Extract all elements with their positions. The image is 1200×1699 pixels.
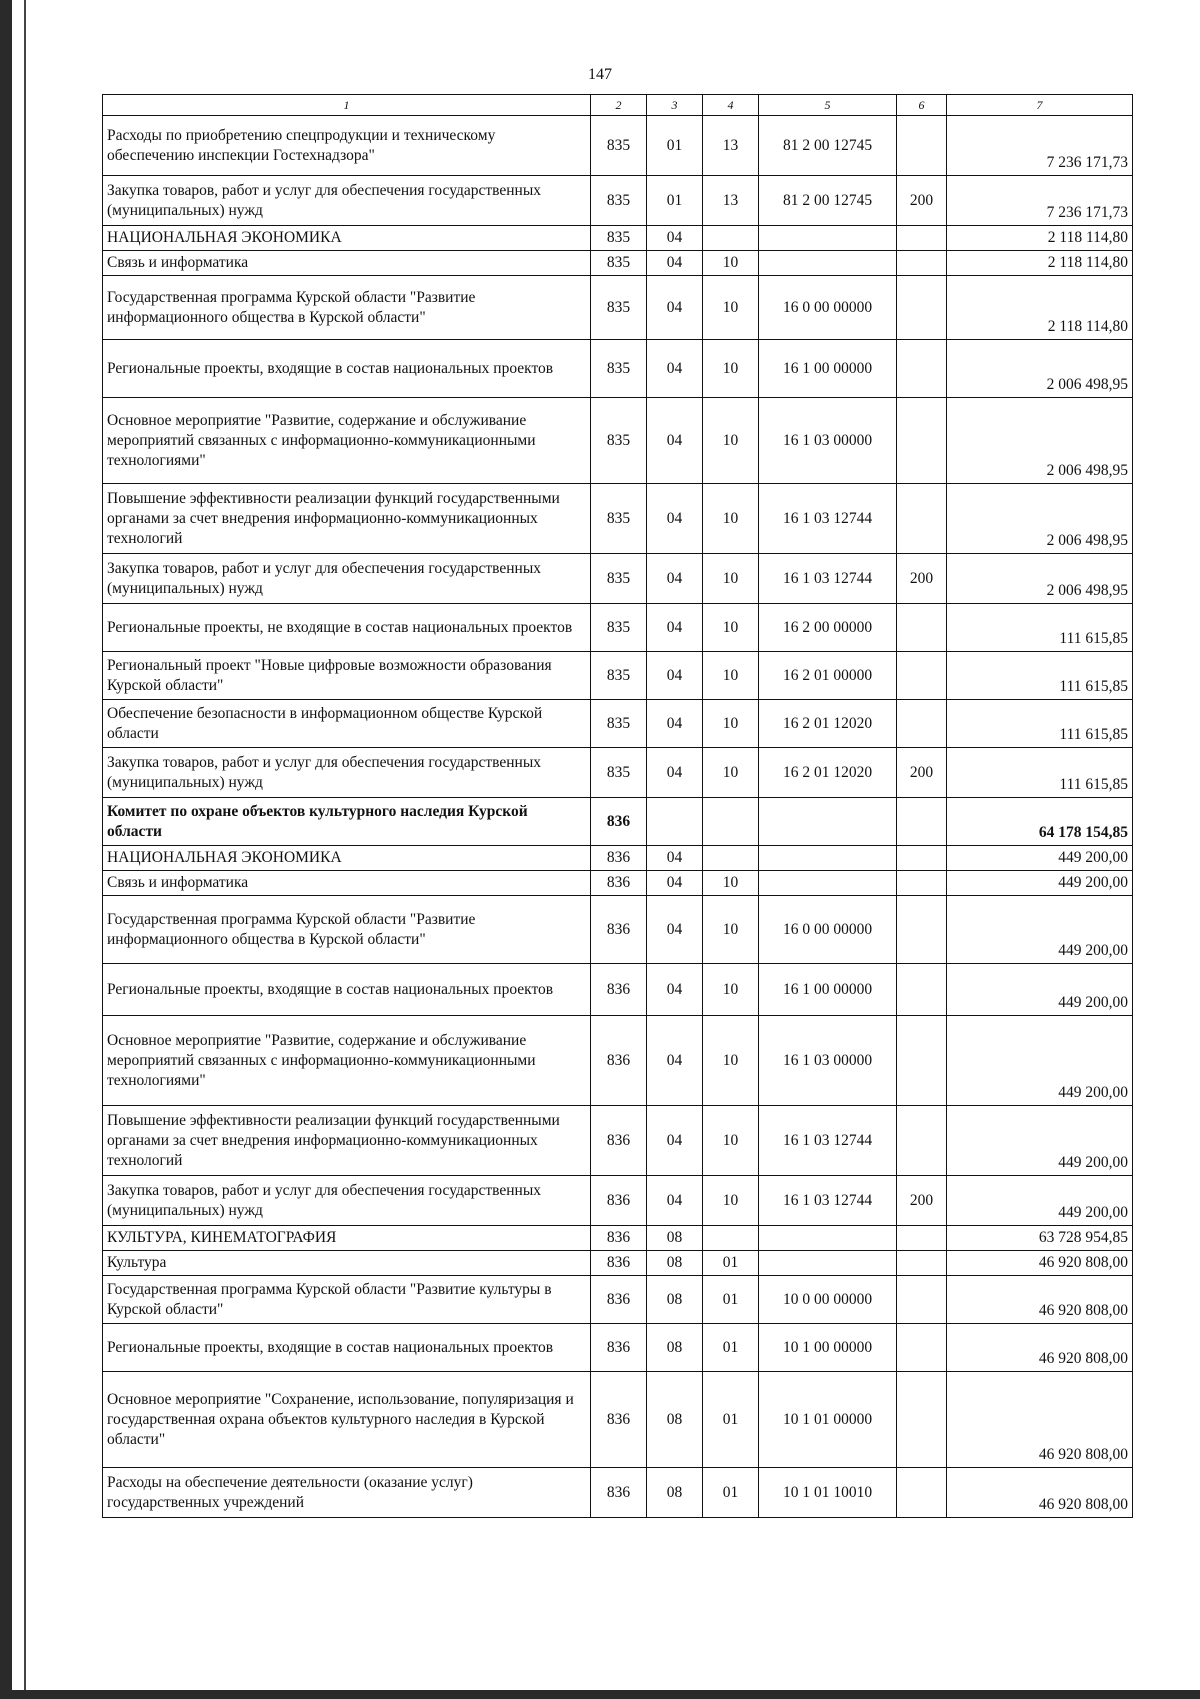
admin-code-cell: 836 [591,1276,647,1324]
row-name-cell: Государственная программа Курской области "Развитие информационного общества в Курской области" [103,276,591,340]
subsection-cell: 10 [703,251,759,276]
row-name-cell: КУЛЬТУРА, КИНЕМАТОГРАФИЯ [103,1226,591,1251]
admin-code-cell: 836 [591,964,647,1016]
page-number: 147 [588,66,612,83]
target-article-cell: 16 1 03 12744 [759,1176,897,1226]
section-cell: 04 [647,700,703,748]
target-article-cell: 16 2 00 00000 [759,604,897,652]
row-name-cell: Закупка товаров, работ и услуг для обеспечения государственных (муниципальных) нужд [103,554,591,604]
amount-cell: 111 615,85 [947,700,1133,748]
row-name-cell: Закупка товаров, работ и услуг для обеспечения государственных (муниципальных) нужд [103,748,591,798]
admin-code-cell: 835 [591,276,647,340]
subsection-cell: 10 [703,1106,759,1176]
scan-edge-bottom [0,1690,1200,1699]
header-cell: 5 [759,95,897,116]
subsection-cell [703,226,759,251]
subsection-cell: 10 [703,604,759,652]
section-cell: 04 [647,1016,703,1106]
table-row [103,964,1133,1016]
admin-code-cell: 835 [591,116,647,176]
admin-code-cell: 836 [591,798,647,846]
amount-cell: 46 920 808,00 [947,1251,1133,1276]
header-cell: 7 [947,95,1133,116]
table-row [103,896,1133,964]
row-name-cell: Закупка товаров, работ и услуг для обеспечения государственных (муниципальных) нужд [103,176,591,226]
amount-cell: 449 200,00 [947,846,1133,871]
expense-type-cell [897,846,947,871]
expense-type-cell [897,1226,947,1251]
scan-edge [0,0,12,1699]
expense-type-cell [897,116,947,176]
subsection-cell [703,798,759,846]
target-article-cell [759,251,897,276]
table-row [103,1372,1133,1468]
section-cell: 08 [647,1226,703,1251]
admin-code-cell: 835 [591,652,647,700]
target-article-cell: 16 0 00 00000 [759,896,897,964]
expense-type-cell: 200 [897,1176,947,1226]
subsection-cell: 13 [703,176,759,226]
section-cell: 04 [647,964,703,1016]
section-cell: 04 [647,1176,703,1226]
section-cell: 04 [647,554,703,604]
section-cell: 04 [647,896,703,964]
table-row [103,276,1133,340]
amount-cell: 449 200,00 [947,1016,1133,1106]
target-article-cell [759,871,897,896]
table-row [103,1468,1133,1518]
subsection-cell: 10 [703,276,759,340]
table-row [103,1106,1133,1176]
admin-code-cell: 836 [591,1176,647,1226]
subsection-cell [703,1226,759,1251]
amount-cell: 64 178 154,85 [947,798,1133,846]
subsection-cell: 10 [703,964,759,1016]
table-row [103,1176,1133,1226]
row-name-cell: Региональные проекты, входящие в состав национальных проектов [103,340,591,398]
target-article-cell: 16 1 03 12744 [759,554,897,604]
row-name-cell: Культура [103,1251,591,1276]
section-cell: 04 [647,846,703,871]
header-cell: 3 [647,95,703,116]
section-cell: 08 [647,1372,703,1468]
expense-type-cell [897,1276,947,1324]
admin-code-cell: 836 [591,1251,647,1276]
row-name-cell: Региональные проекты, не входящие в состав национальных проектов [103,604,591,652]
header-cell: 6 [897,95,947,116]
admin-code-cell: 835 [591,700,647,748]
expense-type-cell [897,398,947,484]
table-row [103,846,1133,871]
admin-code-cell: 835 [591,604,647,652]
row-name-cell: НАЦИОНАЛЬНАЯ ЭКОНОМИКА [103,226,591,251]
section-cell: 04 [647,748,703,798]
row-name-cell: Основное мероприятие "Развитие, содержание и обслуживание мероприятий связанных с информационно-коммуникационными технологиями" [103,398,591,484]
admin-code-cell: 836 [591,871,647,896]
row-name-cell: Закупка товаров, работ и услуг для обеспечения государственных (муниципальных) нужд [103,1176,591,1226]
row-name-cell: Государственная программа Курской области "Развитие информационного общества в Курской области" [103,896,591,964]
subsection-cell: 10 [703,748,759,798]
section-cell: 08 [647,1324,703,1372]
target-article-cell: 16 0 00 00000 [759,276,897,340]
expense-type-cell: 200 [897,748,947,798]
scan-line [24,0,26,1699]
row-name-cell: Расходы на обеспечение деятельности (оказание услуг) государственных учреждений [103,1468,591,1518]
expense-type-cell [897,251,947,276]
row-name-cell: Региональные проекты, входящие в состав национальных проектов [103,964,591,1016]
header-cell: 1 [103,95,591,116]
expense-type-cell: 200 [897,176,947,226]
expense-type-cell: 200 [897,554,947,604]
amount-cell: 449 200,00 [947,896,1133,964]
row-name-cell: Расходы по приобретению спецпродукции и техническому обеспечению инспекции Гостехнадзора" [103,116,591,176]
expense-type-cell [897,798,947,846]
target-article-cell: 10 1 00 00000 [759,1324,897,1372]
subsection-cell: 01 [703,1468,759,1518]
subsection-cell: 10 [703,700,759,748]
section-cell: 08 [647,1251,703,1276]
amount-cell: 449 200,00 [947,1106,1133,1176]
amount-cell: 7 236 171,73 [947,176,1133,226]
amount-cell: 449 200,00 [947,871,1133,896]
amount-cell: 2 006 498,95 [947,340,1133,398]
target-article-cell: 16 2 01 00000 [759,652,897,700]
subsection-cell: 10 [703,652,759,700]
table-row [103,871,1133,896]
row-name-cell: Повышение эффективности реализации функций государственными органами за счет внедрения информационно-коммуникационных технологий [103,484,591,554]
admin-code-cell: 835 [591,554,647,604]
expense-type-cell [897,964,947,1016]
amount-cell: 449 200,00 [947,964,1133,1016]
target-article-cell: 16 1 03 00000 [759,398,897,484]
table-row [103,1226,1133,1251]
amount-cell: 2 006 498,95 [947,398,1133,484]
table-row [103,176,1133,226]
expense-type-cell [897,871,947,896]
header-cell: 2 [591,95,647,116]
target-article-cell: 10 1 01 10010 [759,1468,897,1518]
section-cell: 04 [647,484,703,554]
expense-type-cell [897,1251,947,1276]
row-name-cell: НАЦИОНАЛЬНАЯ ЭКОНОМИКА [103,846,591,871]
amount-cell: 2 118 114,80 [947,276,1133,340]
amount-cell: 46 920 808,00 [947,1372,1133,1468]
subsection-cell: 10 [703,1016,759,1106]
section-cell: 04 [647,276,703,340]
target-article-cell: 16 2 01 12020 [759,700,897,748]
subsection-cell: 13 [703,116,759,176]
row-name-cell: Повышение эффективности реализации функций государственными органами за счет внедрения информационно-коммуникационных технологий [103,1106,591,1176]
target-article-cell [759,798,897,846]
expense-type-cell [897,896,947,964]
table-row [103,1324,1133,1372]
amount-cell: 111 615,85 [947,652,1133,700]
table-row [103,798,1133,846]
admin-code-cell: 835 [591,251,647,276]
target-article-cell [759,846,897,871]
subsection-cell: 10 [703,1176,759,1226]
row-name-cell: Обеспечение безопасности в информационном обществе Курской области [103,700,591,748]
admin-code-cell: 836 [591,1106,647,1176]
table-row [103,748,1133,798]
subsection-cell: 10 [703,484,759,554]
admin-code-cell: 835 [591,748,647,798]
expense-type-cell [897,604,947,652]
budget-table [102,94,1133,1518]
row-name-cell: Комитет по охране объектов культурного наследия Курской области [103,798,591,846]
section-cell: 04 [647,398,703,484]
section-cell: 04 [647,340,703,398]
target-article-cell: 10 1 01 00000 [759,1372,897,1468]
admin-code-cell: 836 [591,896,647,964]
target-article-cell: 16 1 03 12744 [759,484,897,554]
subsection-cell: 10 [703,554,759,604]
expense-type-cell [897,226,947,251]
target-article-cell: 81 2 00 12745 [759,176,897,226]
target-article-cell: 16 1 03 00000 [759,1016,897,1106]
admin-code-cell: 836 [591,1324,647,1372]
subsection-cell: 10 [703,896,759,964]
admin-code-cell: 835 [591,176,647,226]
table-row [103,554,1133,604]
table-row [103,1276,1133,1324]
subsection-cell: 01 [703,1372,759,1468]
subsection-cell: 01 [703,1324,759,1372]
admin-code-cell: 835 [591,484,647,554]
expense-type-cell [897,1016,947,1106]
expense-type-cell [897,340,947,398]
amount-cell: 63 728 954,85 [947,1226,1133,1251]
target-article-cell [759,226,897,251]
section-cell: 01 [647,116,703,176]
target-article-cell: 10 0 00 00000 [759,1276,897,1324]
amount-cell: 7 236 171,73 [947,116,1133,176]
subsection-cell: 10 [703,398,759,484]
amount-cell: 111 615,85 [947,604,1133,652]
table-row [103,1251,1133,1276]
target-article-cell [759,1226,897,1251]
expense-type-cell [897,1468,947,1518]
target-article-cell: 16 1 00 00000 [759,964,897,1016]
amount-cell: 111 615,85 [947,748,1133,798]
expense-type-cell [897,276,947,340]
table-row [103,700,1133,748]
subsection-cell [703,846,759,871]
expense-type-cell [897,652,947,700]
row-name-cell: Связь и информатика [103,871,591,896]
admin-code-cell: 835 [591,226,647,251]
target-article-cell: 81 2 00 12745 [759,116,897,176]
row-name-cell: Региональный проект "Новые цифровые возможности образования Курской области" [103,652,591,700]
table-row [103,484,1133,554]
table-row [103,398,1133,484]
row-name-cell: Связь и информатика [103,251,591,276]
admin-code-cell: 836 [591,1016,647,1106]
admin-code-cell: 836 [591,1226,647,1251]
section-cell: 04 [647,652,703,700]
amount-cell: 2 118 114,80 [947,226,1133,251]
subsection-cell: 01 [703,1276,759,1324]
expense-type-cell [897,1106,947,1176]
amount-cell: 46 920 808,00 [947,1276,1133,1324]
section-cell: 01 [647,176,703,226]
expense-type-cell [897,1372,947,1468]
admin-code-cell: 836 [591,846,647,871]
target-article-cell: 16 1 03 12744 [759,1106,897,1176]
section-cell: 04 [647,871,703,896]
section-cell: 04 [647,251,703,276]
section-cell: 04 [647,1106,703,1176]
header-cell: 4 [703,95,759,116]
target-article-cell [759,1251,897,1276]
header-row [103,95,1133,116]
subsection-cell: 01 [703,1251,759,1276]
section-cell [647,798,703,846]
admin-code-cell: 836 [591,1372,647,1468]
admin-code-cell: 835 [591,398,647,484]
target-article-cell: 16 2 01 12020 [759,748,897,798]
amount-cell: 2 118 114,80 [947,251,1133,276]
expense-type-cell [897,700,947,748]
target-article-cell: 16 1 00 00000 [759,340,897,398]
expense-type-cell [897,484,947,554]
amount-cell: 449 200,00 [947,1176,1133,1226]
subsection-cell: 10 [703,340,759,398]
amount-cell: 46 920 808,00 [947,1468,1133,1518]
amount-cell: 46 920 808,00 [947,1324,1133,1372]
row-name-cell: Региональные проекты, входящие в состав национальных проектов [103,1324,591,1372]
section-cell: 04 [647,226,703,251]
table-row [103,652,1133,700]
table-row [103,340,1133,398]
amount-cell: 2 006 498,95 [947,554,1133,604]
table-row [103,226,1133,251]
admin-code-cell: 836 [591,1468,647,1518]
table-row [103,116,1133,176]
amount-cell: 2 006 498,95 [947,484,1133,554]
expense-type-cell [897,1324,947,1372]
section-cell: 04 [647,604,703,652]
table-body [103,116,1133,1518]
table-row [103,604,1133,652]
table-row [103,1016,1133,1106]
section-cell: 08 [647,1276,703,1324]
admin-code-cell: 835 [591,340,647,398]
table-row [103,251,1133,276]
section-cell: 08 [647,1468,703,1518]
row-name-cell: Основное мероприятие "Развитие, содержание и обслуживание мероприятий связанных с информационно-коммуникационными технологиями" [103,1016,591,1106]
row-name-cell: Основное мероприятие "Сохранение, использование, популяризация и государственная охрана объектов культурного наследия в Курской области" [103,1372,591,1468]
row-name-cell: Государственная программа Курской области "Развитие культуры в Курской области" [103,1276,591,1324]
subsection-cell: 10 [703,871,759,896]
